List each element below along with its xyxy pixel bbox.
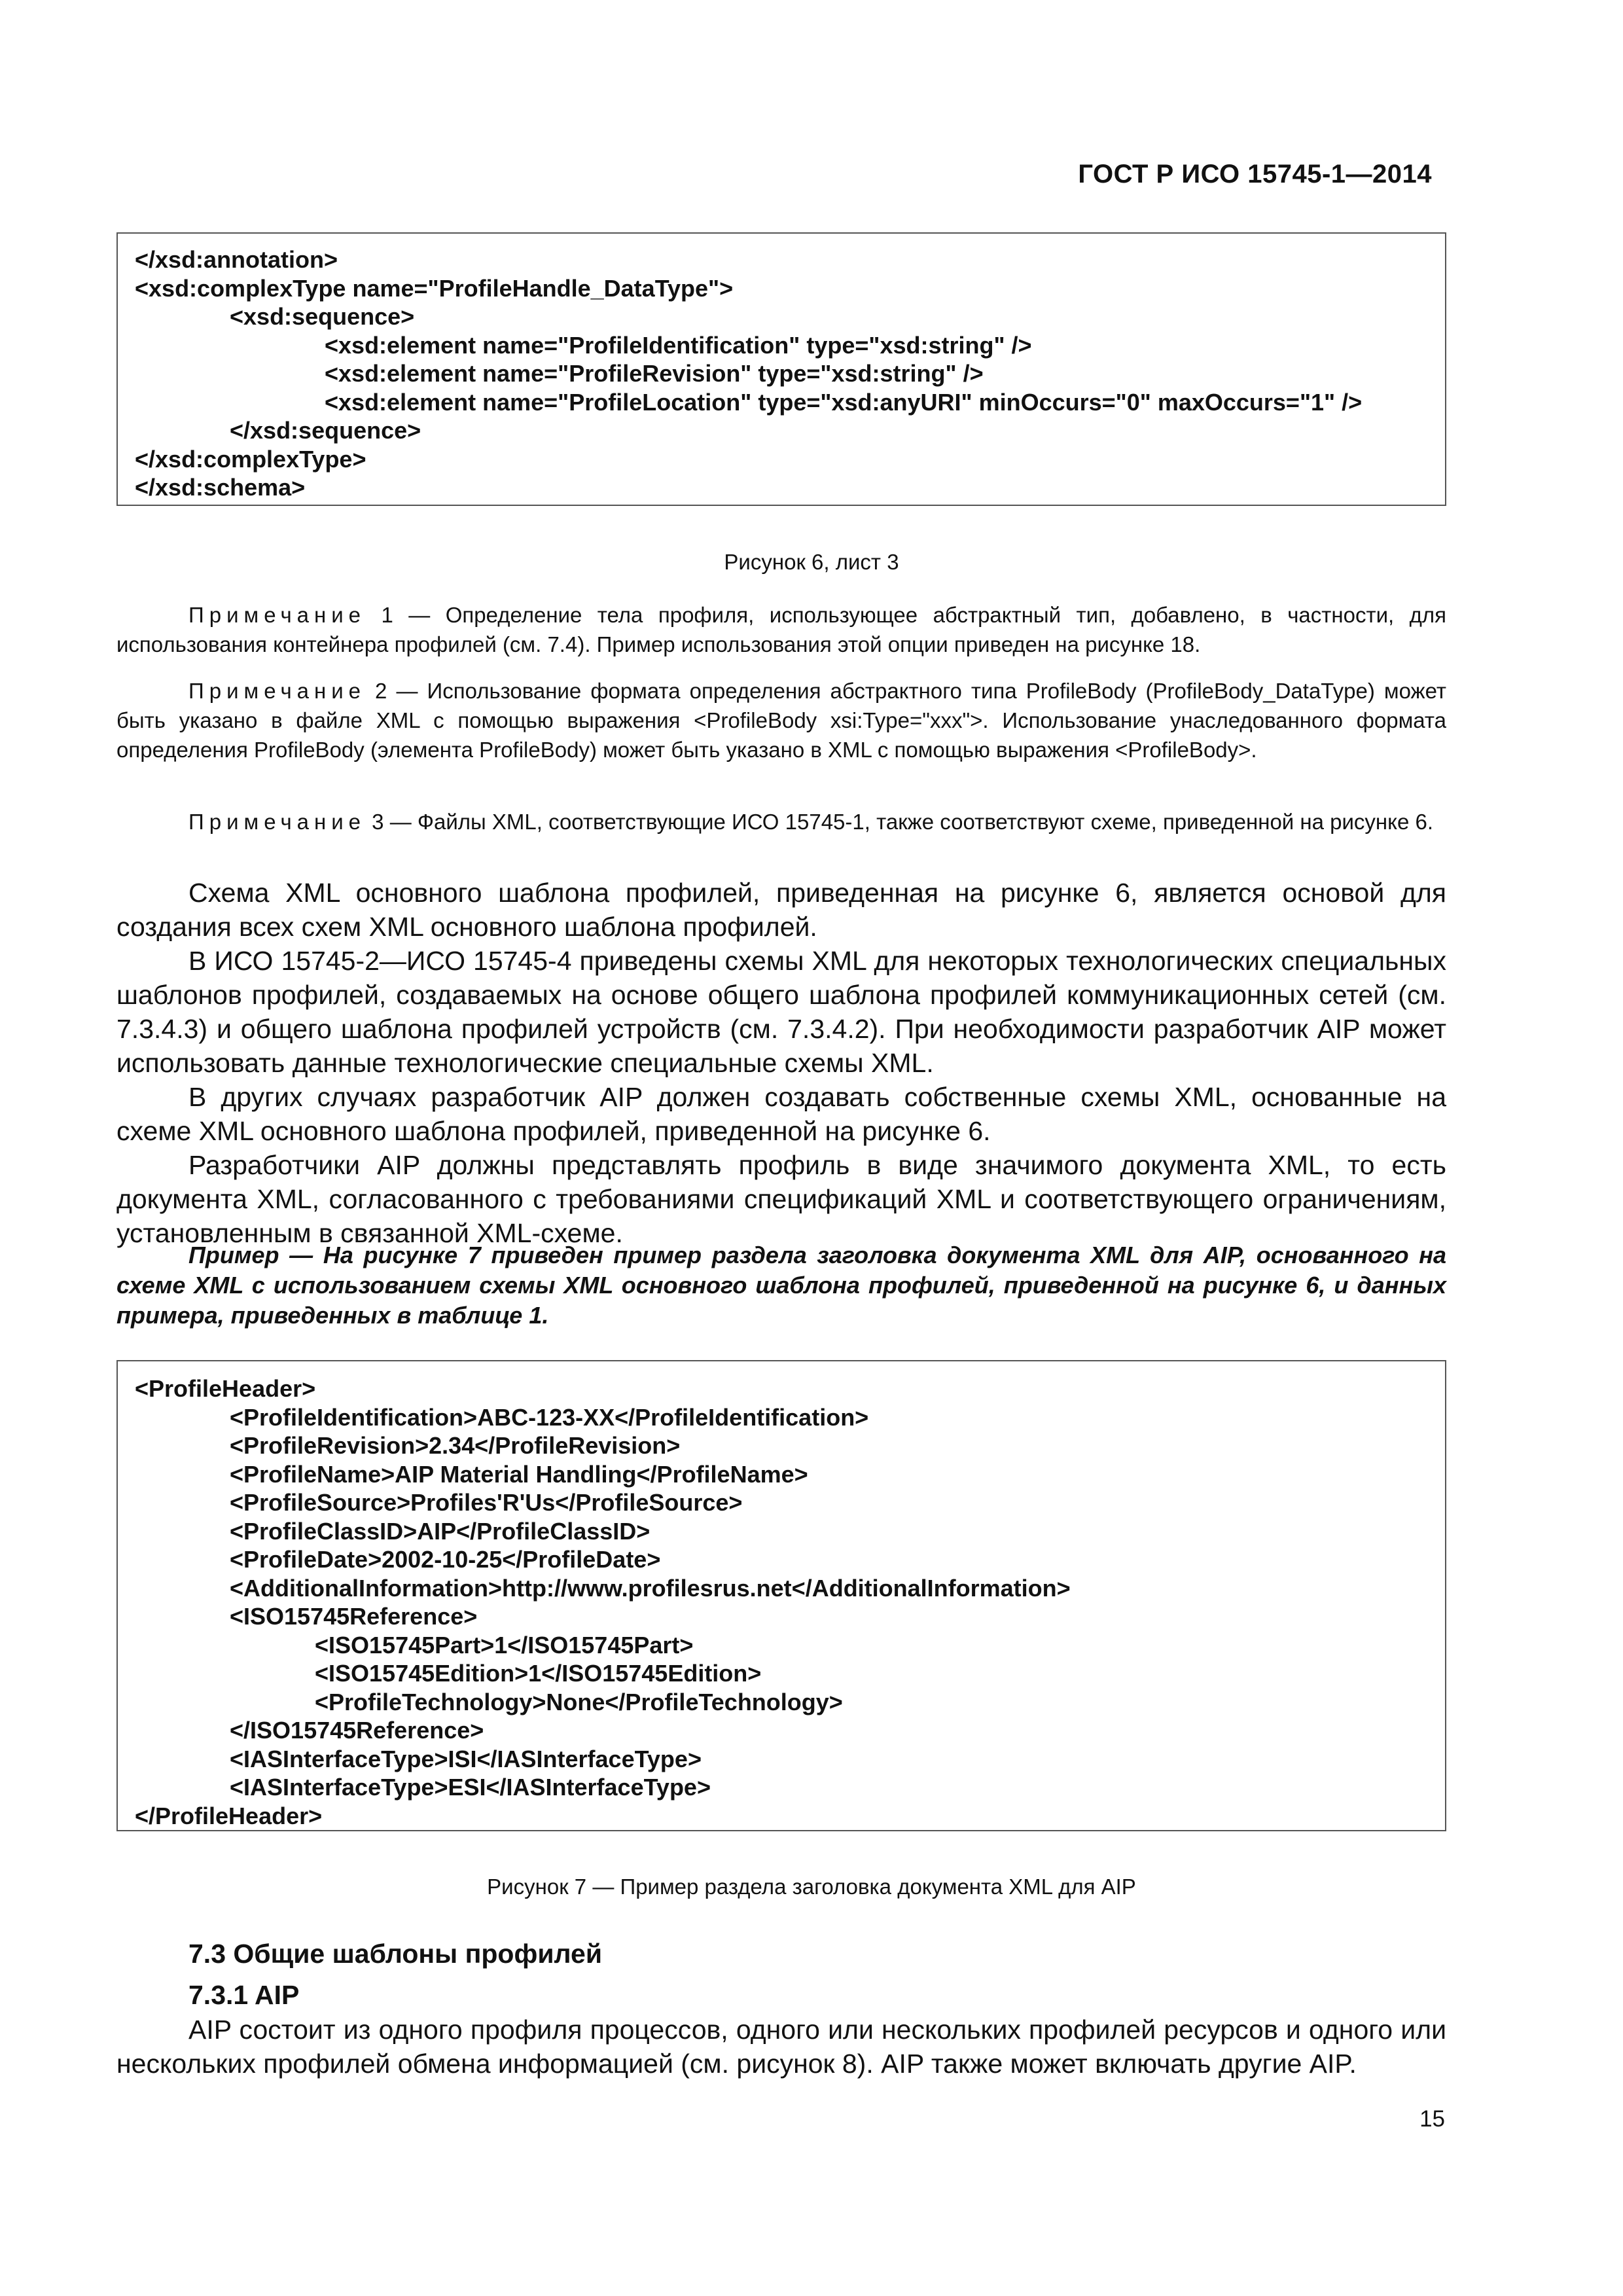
figure-7-caption: Рисунок 7 — Пример раздела заголовка документа XML для AIP xyxy=(487,1874,1136,1899)
code-line: <ProfileClassID>AIP</ProfileClassID> xyxy=(230,1517,651,1545)
section-7-3-heading: 7.3 Общие шаблоны профилей xyxy=(188,1939,603,1969)
paragraph: Схема XML основного шаблона профилей, приведенная на рисунке 6, является основой для создания всех схем XML основного шаблона профилей. xyxy=(116,878,1446,942)
code-line: </xsd:schema> xyxy=(135,474,306,501)
code-line: <ProfileIdentification>ABC-123-XX</ProfileIdentification> xyxy=(230,1403,869,1431)
example-paragraph xyxy=(116,1240,1446,1331)
code-line: <xsd:element name="ProfileRevision" type="xsd:string" /> xyxy=(325,360,984,387)
note-2 xyxy=(116,676,1446,764)
note-label: Примечание xyxy=(188,603,366,627)
note-text: 3 — Файлы XML, соответствующие ИСО 15745-1, также соответствуют схеме, приведенной на рисунке 6. xyxy=(366,810,1434,834)
code-line: <xsd:element name="ProfileLocation" type="xsd:anyURI" minOccurs="0" maxOccurs="1" /> xyxy=(325,388,1363,416)
code-line: <xsd:complexType name="ProfileHandle_DataType"> xyxy=(135,274,734,302)
section-7-3-1-body xyxy=(116,2013,1446,2081)
note-3 xyxy=(116,807,1446,836)
code-line: <ProfileSource>Profiles'R'Us</ProfileSource> xyxy=(230,1489,743,1516)
figure-6-caption: Рисунок 6, лист 3 xyxy=(724,550,899,574)
code-line: </ISO15745Reference> xyxy=(230,1717,484,1744)
code-line: </xsd:complexType> xyxy=(135,445,366,473)
paragraph: В ИСО 15745-2—ИСО 15745-4 приведены схемы XML для некоторых технологических специальных шаблонов профилей, создаваемых на основе общего шаблона профилей коммуникационных сетей (см. 7.3.4.3) и общего шаблона профилей устройств (см. 7.3.4.2). При необходимости разработчик AIP может использовать данные технологические специальные схемы XML. xyxy=(116,946,1446,1078)
note-text: 1 — Определение тела профиля, использующее абстрактный тип, добавлено, в частности, для использования контейнера профилей (см. 7.4). Пример использования этой опции приведен на рисунке 18. xyxy=(116,603,1446,656)
note-text: 2 — Использование формата определения абстрактного типа ProfileBody (ProfileBody_DataType) может быть указано в файле XML с помощью выражения <ProfileBody xsi:Type="xxx">. Использование унаследованного формата определения ProfileBody (элемента ProfileBody) может быть указано в XML с помощью выражения <ProfileBody>. xyxy=(116,679,1446,762)
note-label: Примечание xyxy=(188,810,366,834)
code-line: <IASInterfaceType>ISI</IASInterfaceType> xyxy=(230,1745,702,1772)
code-line: <ISO15745Part>1</ISO15745Part> xyxy=(315,1631,694,1659)
document-code: ГОСТ Р ИСО 15745-1—2014 xyxy=(1078,160,1432,188)
code-line: <ProfileDate>2002-10-25</ProfileDate> xyxy=(230,1546,661,1573)
code-line: <ISO15745Edition>1</ISO15745Edition> xyxy=(315,1660,762,1687)
section-7-3-1-heading: 7.3.1 AIP xyxy=(188,1980,300,2010)
code-line: <ProfileHeader> xyxy=(135,1375,316,1402)
code-line: </xsd:annotation> xyxy=(135,246,338,273)
code-line: </ProfileHeader> xyxy=(135,1802,323,1829)
body-paragraphs xyxy=(116,876,1446,1250)
code-line: <xsd:sequence> xyxy=(230,303,415,330)
code-line: </xsd:sequence> xyxy=(230,417,421,444)
xsd-code-block xyxy=(116,232,1446,506)
page-number: 15 xyxy=(1419,2106,1445,2132)
code-line: <AdditionalInformation>http://www.profilesrus.net</AdditionalInformation> xyxy=(230,1574,1071,1602)
code-line: <IASInterfaceType>ESI</IASInterfaceType> xyxy=(230,1774,711,1801)
paragraph: Разработчики AIP должны представлять профиль в виде значимого документа XML, то есть документа XML, согласованного с требованиями спецификаций XML и соответствующего ограничениям, установленным в связанной XML-схеме. xyxy=(116,1150,1446,1248)
xml-code-block xyxy=(116,1360,1446,1831)
example-text: Пример — На рисунке 7 приведен пример раздела заголовка документа XML для AIP, основанного на схеме XML с использованием схемы XML основного шаблона профилей, приведенной на рисунке 6, и данных примера, приведенных в таблице 1. xyxy=(116,1242,1446,1329)
code-line: <ProfileTechnology>None</ProfileTechnology> xyxy=(315,1688,843,1715)
paragraph: В других случаях разработчик AIP должен создавать собственные схемы XML, основанные на схеме XML основного шаблона профилей, приведенной на рисунке 6. xyxy=(116,1082,1446,1146)
code-line: <ProfileName>AIP Material Handling</ProfileName> xyxy=(230,1460,808,1488)
note-label: Примечание xyxy=(188,679,366,703)
code-line: <ProfileRevision>2.34</ProfileRevision> xyxy=(230,1432,681,1459)
code-line: <ISO15745Reference> xyxy=(230,1603,478,1630)
code-line: <xsd:element name="ProfileIdentification" type="xsd:string" /> xyxy=(325,331,1032,359)
paragraph: AIP состоит из одного профиля процессов, одного или нескольких профилей ресурсов и одного или нескольких профилей обмена информацией (см. рисунок 8). AIP также может включать другие AIP. xyxy=(116,2015,1446,2079)
note-1 xyxy=(116,600,1446,659)
